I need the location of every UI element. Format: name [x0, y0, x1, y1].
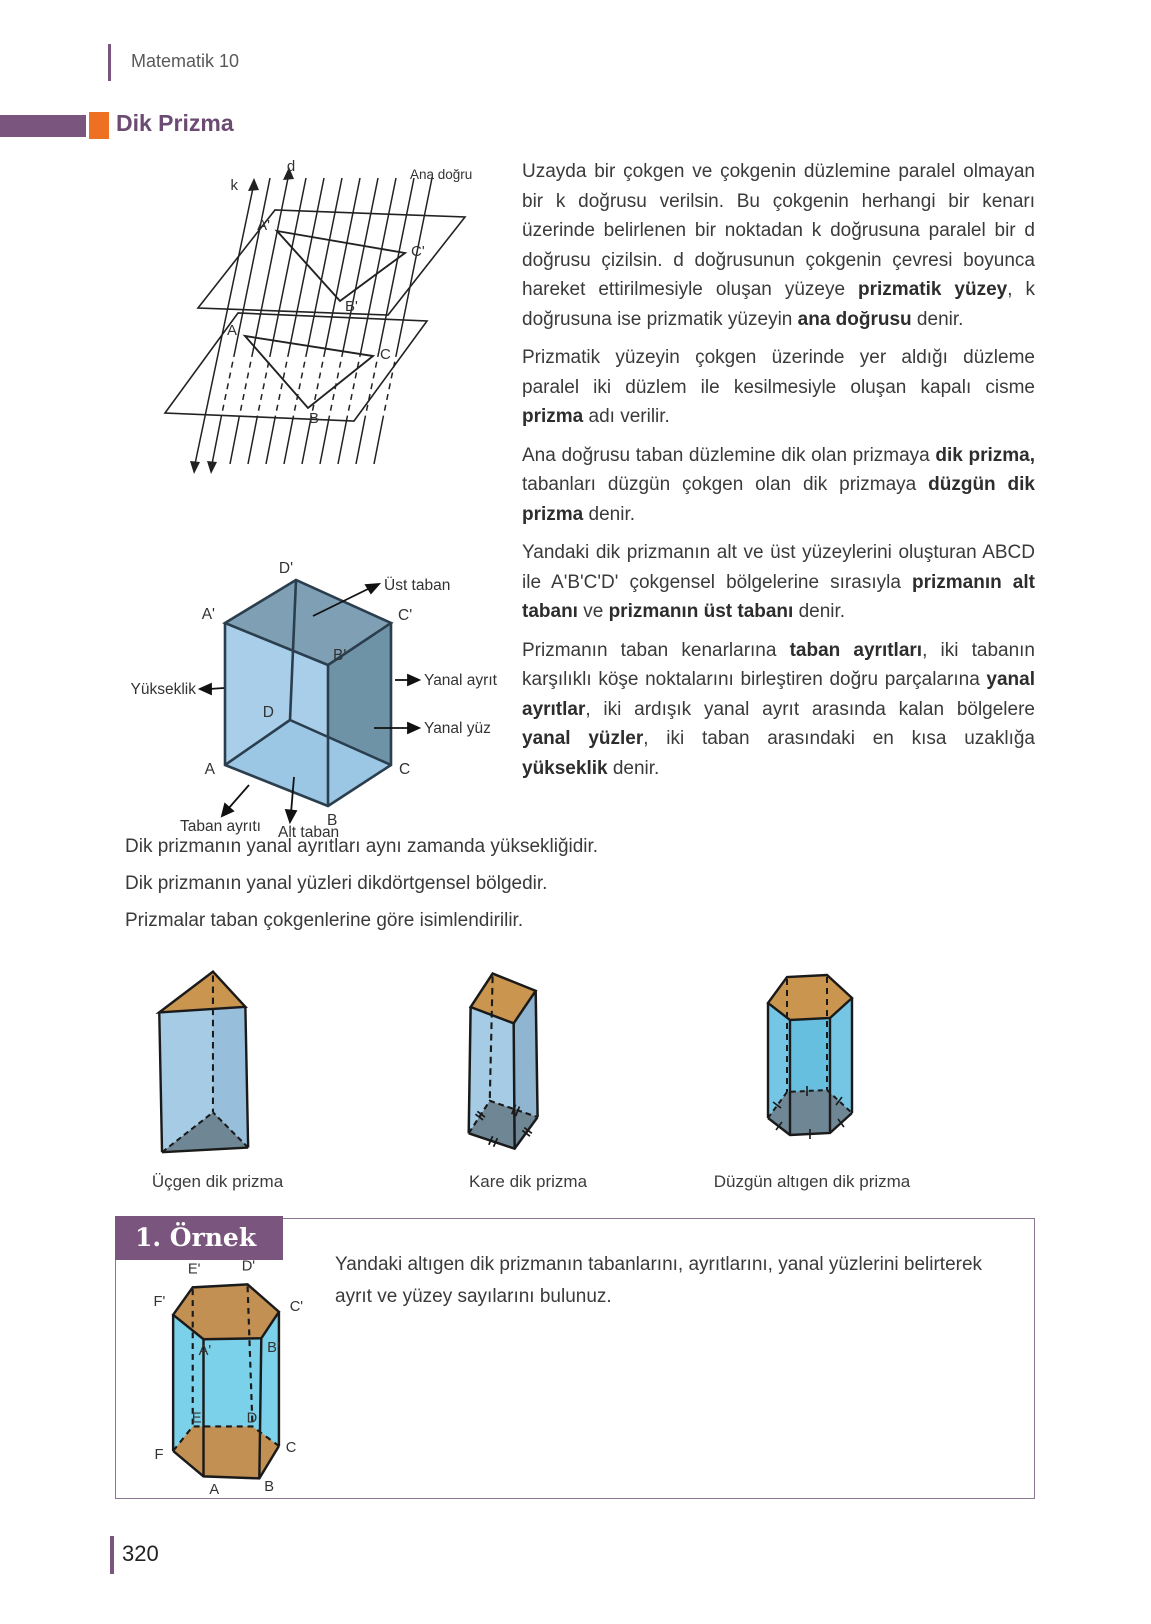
yukseklik-arrow [200, 684, 211, 694]
caption-square: Kare dik prizma [468, 1172, 588, 1191]
note-line: Dik prizmanın yanal yüzleri dikdörtgensel bölgedir. [125, 873, 548, 894]
figure-cuboid [118, 528, 503, 848]
example-prism-svg [125, 1256, 330, 1496]
example-badge: 1. Örnek [115, 1216, 283, 1260]
note-line: Dik prizmanın yanal ayrıtları aynı zamanda yüksekliğidir. [125, 836, 599, 857]
vertex-a-top: A' [201, 606, 215, 623]
yanal-ayrit-arrow [408, 675, 419, 685]
caption-triangular: Üçgen dik prizma [151, 1172, 284, 1191]
yukseklik-label: Yükseklik [130, 681, 196, 698]
vertex-d-top: D' [241, 1258, 256, 1275]
vertex-c-top: C' [289, 1298, 304, 1315]
yanal-yuz-arrow [408, 723, 419, 733]
header-rule [108, 44, 111, 81]
vertex-b: B [327, 812, 338, 829]
vertex-a: A [204, 761, 215, 778]
paragraph: Prizmatik yüzeyin çokgen üzerinde yer aldığı düzleme paralel iki düzlem ile kesilmesiyle oluşan kapalı cisme prizma adı verilir. [522, 347, 1035, 427]
square-prism-svg [440, 940, 617, 1165]
paragraph: Prizmanın taban kenarlarına taban ayrıtları, iki tabanın karşılıklı köşe noktalarını birleştiren doğru parçalarına yanal ayrıtlar, iki ardışık yanal ayrıt arasında kalan bölgelere yanal yüzler, iki taban arasındaki en kısa uzaklığa yükseklik denir. [522, 639, 1035, 779]
k-label: k [230, 177, 238, 194]
vertex-b: B [309, 410, 320, 427]
vertex-b-top: B' [267, 1340, 280, 1356]
vertex-a: A [226, 322, 237, 339]
cuboid-svg [118, 528, 503, 843]
vertex-c: C [399, 761, 411, 778]
figure-square-prism [440, 940, 617, 1170]
prismatic-surface-svg [120, 156, 510, 481]
figure-hexagonal-prism [765, 970, 860, 1165]
vertex-c-top: C' [411, 243, 425, 260]
d-label: d [286, 158, 296, 175]
note-line: Prizmalar taban çokgenlerine göre isimlendirilir. [125, 910, 524, 931]
vertex-e: E [191, 1410, 202, 1427]
taban-ayriti-label: Taban ayrıtı [180, 818, 261, 835]
section-bar [0, 115, 86, 137]
yanal-ayrit-label: Yanal ayrıt [424, 672, 497, 689]
paragraph: Uzayda bir çokgen ve çokgenin düzlemine paralel olmayan bir k doğrusu verilsin. Bu çokgenin herhangi bir kenarı üzerinde belirlenen bir noktadan k doğrusuna paralel bir d doğrusu çizilsin. d doğrusunun çokgenin çevresi boyunca hareket ettirilmesiyle oluşan yüzeye prizmatik yüzey, k doğrusuna ise prizmatik yüzeyin ana doğrusu denir. [522, 161, 1036, 330]
figure-prismatic-surface [120, 156, 510, 486]
vertex-d: D [246, 1410, 258, 1427]
vertex-f-top: F' [153, 1293, 166, 1310]
vertex-f: F [154, 1446, 164, 1463]
notes-block [125, 836, 1035, 947]
section-title: Dik Prizma [116, 110, 234, 136]
alt-taban-label: Alt taban [278, 824, 340, 841]
vertex-d-top: D' [278, 560, 294, 577]
footer-rule [110, 1536, 114, 1574]
intro-text-column [522, 157, 1035, 792]
book-title: Matematik 10 [131, 51, 240, 71]
ust-taban-arrow [366, 584, 379, 593]
example-text: Yandaki altıgen dik prizmanın tabanlarını, ayrıtlarını, yanal yüzlerini belirterek ayrıt ve yüzey sayılarını bulunuz. [335, 1254, 983, 1307]
ust-taban-label: Üst taban [384, 577, 451, 594]
example-figure [125, 1256, 330, 1501]
vertex-e-top: E' [187, 1261, 201, 1278]
paragraph: Ana doğrusu taban düzlemine dik olan prizmaya dik prizma, tabanları düzgün çokgen olan dik prizmaya düzgün dik prizma denir. [522, 444, 1036, 525]
page-number: 320 [122, 1541, 159, 1566]
yanal-yuz-label: Yanal yüz [424, 720, 491, 737]
vertex-c: C [285, 1439, 297, 1456]
vertex-b-top: B' [345, 298, 358, 315]
vertex-b: B [264, 1479, 275, 1496]
vertex-a-top: A' [198, 1342, 212, 1359]
paragraph: Yandaki dik prizmanın alt ve üst yüzeylerini oluşturan ABCD ile A'B'C'D' çokgensel bölgelerine sırasıyla prizmanın alt tabanı ve prizmanın üst tabanı denir. [522, 542, 1035, 622]
vertex-a: A [209, 1482, 220, 1496]
vertex-a-top: A' [257, 217, 270, 234]
ana-dogru-label: Ana doğru [410, 167, 473, 182]
triangular-prism-svg [150, 966, 275, 1156]
vertex-b-top: B' [333, 647, 347, 664]
vertex-d: D [262, 704, 274, 721]
hexagonal-prism-svg [765, 970, 860, 1160]
vertex-c-top: C' [398, 607, 413, 624]
vertex-c: C [380, 346, 391, 363]
alt-taban-arrow [286, 810, 296, 822]
section-square [89, 112, 109, 139]
caption-hexagonal: Düzgün altıgen dik prizma [713, 1172, 911, 1191]
figure-triangular-prism [150, 966, 275, 1161]
lower-plane [165, 313, 427, 421]
